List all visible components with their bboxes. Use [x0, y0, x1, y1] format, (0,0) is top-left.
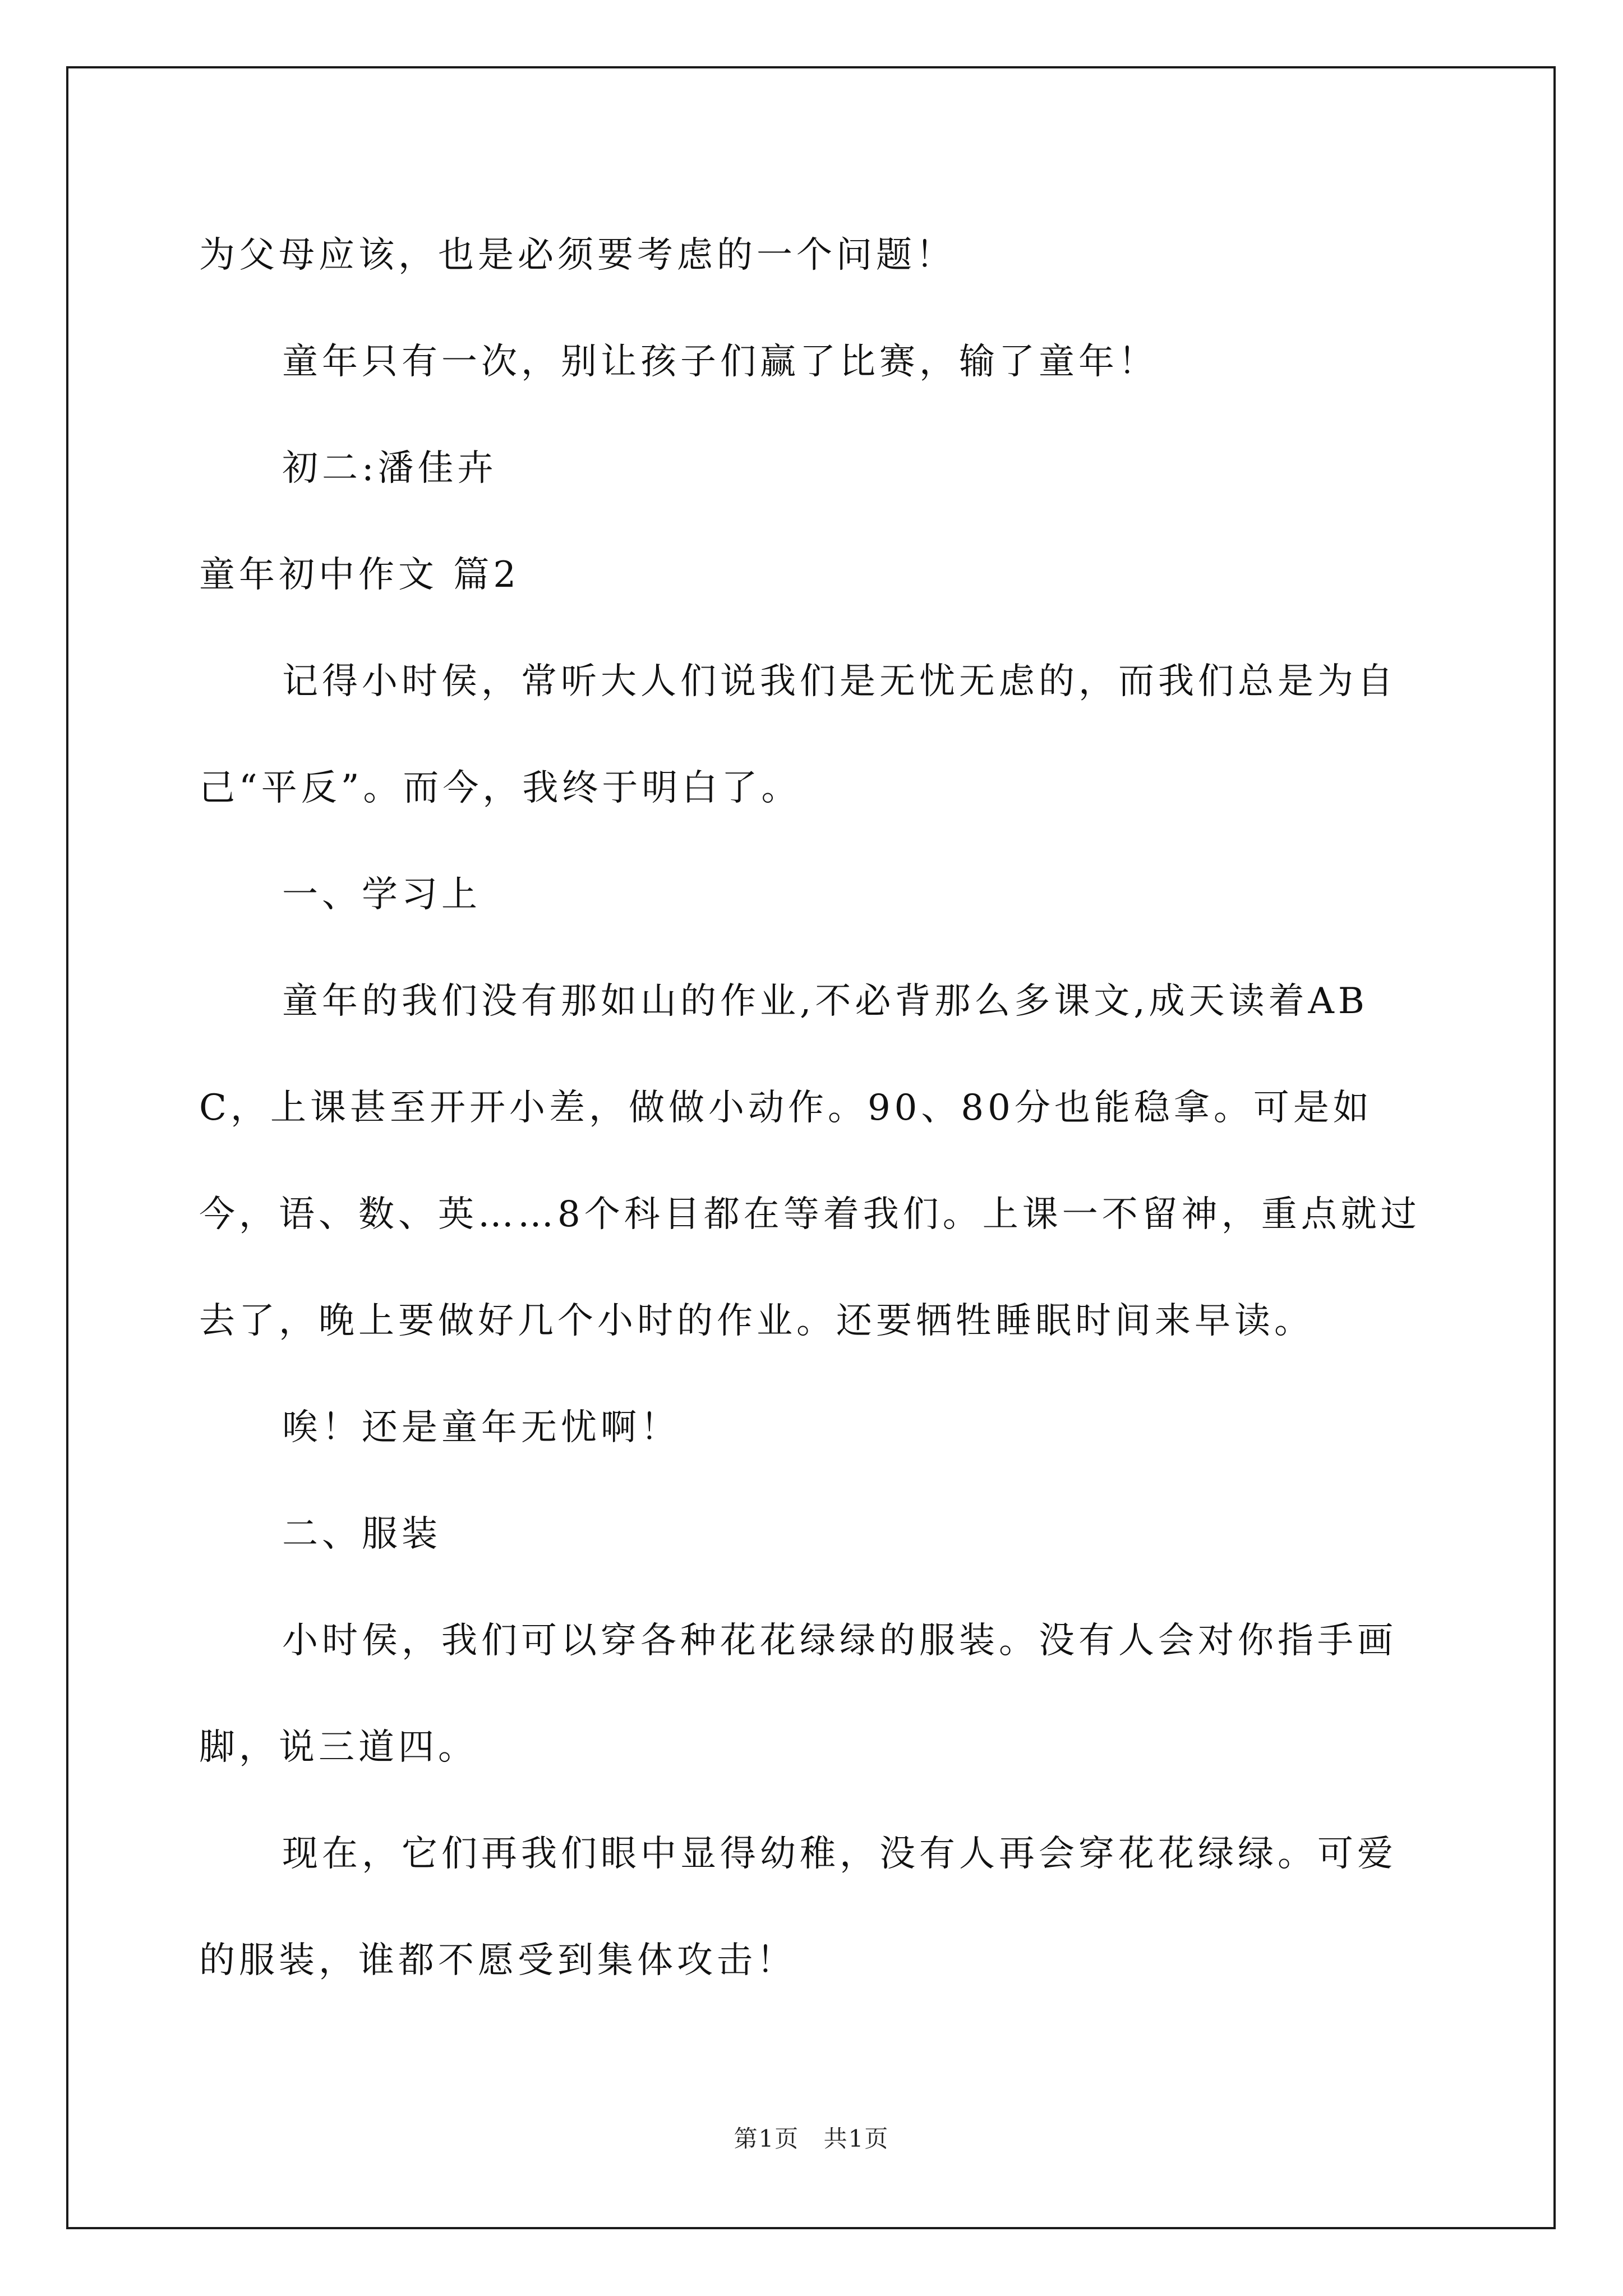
- document-body: [199, 202, 1433, 2014]
- subheading-clothing: 二、服装: [282, 1513, 441, 1555]
- paragraph-sigh: 唉！还是童年无忧啊！: [282, 1407, 680, 1448]
- page-number: 第1页: [734, 2125, 800, 2152]
- paragraph-closing: 童年只有一次，别让孩子们赢了比赛，输了童年！: [282, 341, 1158, 383]
- paragraph-continuation: 为父母应该，也是必须要考虑的一个问题！: [199, 234, 956, 276]
- page-total: 共1页: [823, 2125, 889, 2152]
- author-line: 初二:潘佳卉: [282, 448, 497, 489]
- paragraph-intro: 记得小时侯，常听大人们说我们是无忧无虑的，而我们总是为自己“平反”。而今，我终于明白了。: [199, 661, 1397, 809]
- paragraph-study: 童年的我们没有那如山的作业,不必背那么多课文,成天读着ABC，上课甚至开开小差，做做小动作。90、80分也能稳拿。可是如今，语、数、英……8个科目都在等着我们。上课一不留神，重点就过去了，晚上要做好几个小时的作业。还要牺牲睡眠时间来早读。: [199, 981, 1421, 1342]
- section-heading: 童年初中作文 篇2: [199, 554, 520, 596]
- paragraph-childhood-clothing: 小时侯，我们可以穿各种花花绿绿的服装。没有人会对你指手画脚，说三道四。: [199, 1620, 1397, 1768]
- page-footer: [0, 2120, 1623, 2154]
- subheading-study: 一、学习上: [282, 874, 481, 915]
- paragraph-present-clothing: 现在，它们再我们眼中显得幼稚，没有人再会穿花花绿绿。可爱的服装，谁都不愿受到集体攻击！: [199, 1833, 1397, 1981]
